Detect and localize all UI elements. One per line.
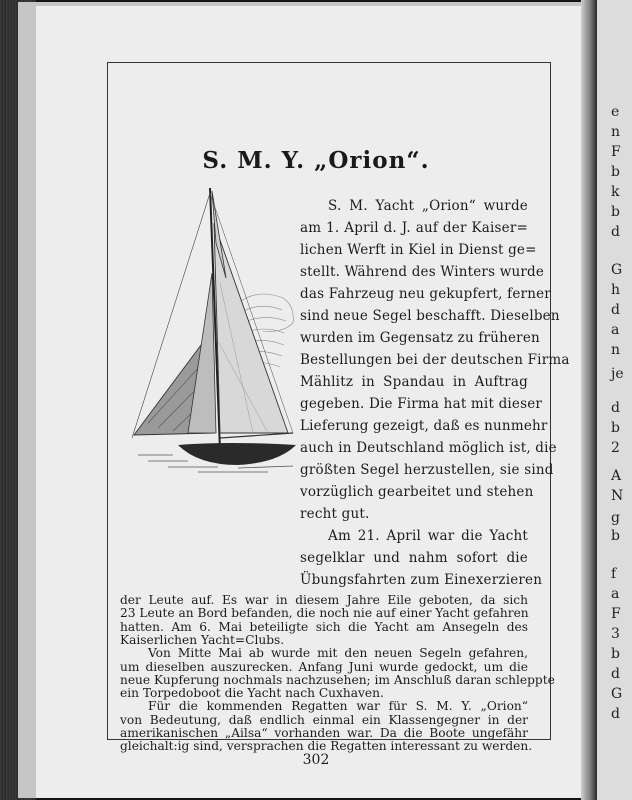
- facing-page-text-fragment: N: [611, 488, 624, 504]
- facing-page-text-fragment: 3: [611, 626, 620, 642]
- facing-page-text-fragment: F: [611, 144, 621, 160]
- facing-page-text-fragment: n: [611, 124, 621, 140]
- text-line: gegeben. Die Firma hat mit dieser: [300, 396, 543, 412]
- text-line: S. M. Yacht „Orion“ wurde: [328, 198, 528, 214]
- text-line: um dieselben auszurecken. Anfang Juni wurde gedockt, um die: [120, 659, 528, 674]
- book-gutter: [581, 0, 597, 800]
- facing-page-text-fragment: A: [611, 468, 622, 484]
- text-line: Kaiserlichen Yacht=Clubs.: [120, 632, 285, 647]
- text-line: neue Kupferung nochmals nachzusehen; im Anschluß daran schleppte: [120, 672, 555, 687]
- text-line: größten Segel herzustellen, sie sind: [300, 462, 554, 478]
- facing-page-text-fragment: b: [611, 528, 620, 544]
- text-line: von Bedeutung, daß endlich einmal ein Klassengegner in der: [120, 712, 528, 727]
- text-line: recht gut.: [300, 506, 370, 522]
- facing-page-text-fragment: d: [611, 302, 620, 318]
- facing-page-text-fragment: e: [611, 104, 620, 120]
- sailing-yacht-illustration: [128, 183, 298, 475]
- text-line: Mählitz in Spandau in Auftrag: [300, 374, 528, 390]
- text-line: vorzüglich gearbeitet und stehen: [300, 484, 534, 500]
- facing-page-text-fragment: b: [611, 420, 620, 436]
- text-line: amerikanischen „Ailsa“ vorhanden war. Da die Boote ungefähr: [120, 726, 528, 740]
- text-line: ein Torpedoboot die Yacht nach Cuxhaven.: [120, 686, 384, 701]
- facing-page-text-fragment: 2: [611, 440, 620, 456]
- facing-page-text-fragment: G: [611, 262, 623, 278]
- facing-page-text-fragment: a: [611, 322, 620, 338]
- facing-page-text-fragment: n: [611, 342, 621, 358]
- facing-page-text-fragment: f: [611, 566, 617, 582]
- text-line: gleichalt:ig sind, versprachen die Regatten interessant zu werden.: [120, 739, 533, 754]
- text-line: Lieferung gezeigt, daß es nunmehr: [300, 418, 548, 434]
- facing-page-text-fragment: G: [611, 686, 623, 702]
- text-line: das Fahrzeug neu gekupfert, ferner: [300, 286, 551, 302]
- facing-page-text-fragment: b: [611, 646, 620, 662]
- facing-page-text-fragment: d: [611, 666, 620, 682]
- text-line: hatten. Am 6. Mai beteiligte sich die Yacht am Ansegeln des: [120, 619, 528, 634]
- text-line: am 1. April d. J. auf der Kaiser=: [300, 220, 528, 236]
- text-line: sind neue Segel beschafft. Dieselben: [300, 308, 560, 324]
- text-line: Übungsfahrten zum Einexerzieren: [300, 572, 543, 588]
- facing-page-text-fragment: k: [611, 184, 620, 200]
- page-number: 302: [302, 752, 330, 768]
- facing-page-text-fragment: b: [611, 204, 620, 220]
- text-line: segelklar und nahm sofort die: [300, 550, 528, 566]
- text-line: Bestellungen bei der deutschen Firma: [300, 352, 570, 368]
- facing-page-text-fragment: g: [611, 510, 620, 526]
- page-title: S. M. Y. „Orion“.: [202, 147, 430, 174]
- facing-page-text-fragment: d: [611, 400, 620, 416]
- facing-page-text-fragment: F: [611, 606, 621, 622]
- facing-page-text-fragment: d: [611, 706, 620, 722]
- text-line: Am 21. April war die Yacht: [328, 528, 528, 544]
- text-line: der Leute auf. Es war in diesem Jahre Eile geboten, da sich: [120, 593, 528, 607]
- text-line: lichen Werft in Kiel in Dienst ge=: [300, 242, 537, 258]
- text-line: Von Mitte Mai ab wurde mit den neuen Segeln gefahren,: [148, 646, 528, 661]
- facing-page-text-fragment: h: [611, 282, 621, 298]
- text-line: auch in Deutschland möglich ist, die: [300, 440, 557, 456]
- text-line: stellt. Während des Winters wurde: [300, 264, 545, 280]
- facing-page-text-fragment: b: [611, 164, 620, 180]
- facing-page-text-fragment: je: [611, 366, 624, 382]
- text-line: wurden im Gegensatz zu früheren: [300, 330, 540, 346]
- text-line: 23 Leute an Bord befanden, die noch nie auf einer Yacht gefahren: [120, 606, 529, 621]
- text-line: Für die kommenden Regatten war für S. M. Y. „Orion“: [148, 699, 528, 714]
- facing-page-text-fragment: d: [611, 224, 620, 240]
- facing-page-edge: [597, 0, 632, 800]
- facing-page-text-fragment: a: [611, 586, 620, 602]
